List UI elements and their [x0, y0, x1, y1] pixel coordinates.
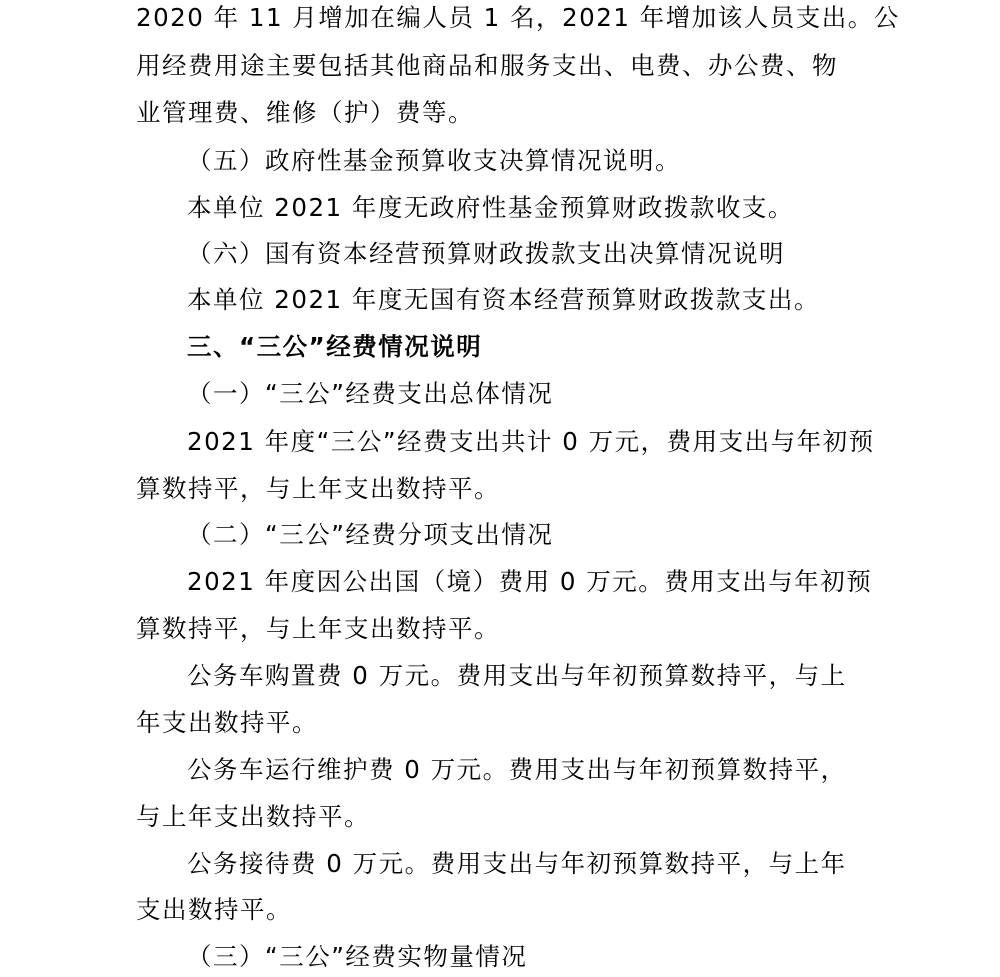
paragraph-line: 算数持平，与上年支出数持平。 — [136, 614, 500, 643]
paragraph-line: 2021 年度因公出国（境）费用 0 万元。费用支出与年初预 — [187, 567, 873, 596]
section-heading: （五）政府性基金预算收支决算情况说明。 — [187, 146, 681, 175]
paragraph-line: 本单位 2021 年度无国有资本经营预算财政拨款支出。 — [187, 285, 820, 314]
section-heading: （一）“三公”经费支出总体情况 — [187, 379, 554, 408]
paragraph-line: 业管理费、维修（护）费等。 — [136, 98, 474, 127]
paragraph-line: 用经费用途主要包括其他商品和服务支出、电费、办公费、物 — [136, 51, 838, 80]
section-heading: （三）“三公”经费实物量情况 — [187, 942, 528, 971]
paragraph-line: 公务接待费 0 万元。费用支出与年初预算数持平，与上年 — [187, 849, 847, 878]
paragraph-line: 公务车运行维护费 0 万元。费用支出与年初预算数持平， — [187, 755, 847, 784]
paragraph-line: 公务车购置费 0 万元。费用支出与年初预算数持平，与上 — [187, 661, 847, 690]
paragraph-line: 算数持平，与上年支出数持平。 — [136, 474, 500, 503]
paragraph-line: 支出数持平。 — [136, 895, 292, 924]
paragraph-line: 2021 年度“三公”经费支出共计 0 万元，费用支出与年初预 — [187, 427, 875, 456]
paragraph-line: 本单位 2021 年度无政府性基金预算财政拨款收支。 — [187, 193, 794, 222]
chapter-heading: 三、“三公”经费情况说明 — [187, 332, 483, 361]
paragraph-line: 2020 年 11 月增加在编人员 1 名，2021 年增加该人员支出。公 — [136, 3, 900, 32]
section-heading: （六）国有资本经营预算财政拨款支出决算情况说明 — [187, 239, 785, 268]
paragraph-line: 年支出数持平。 — [136, 708, 318, 737]
paragraph-line: 与上年支出数持平。 — [136, 802, 370, 831]
section-heading: （二）“三公”经费分项支出情况 — [187, 520, 554, 549]
